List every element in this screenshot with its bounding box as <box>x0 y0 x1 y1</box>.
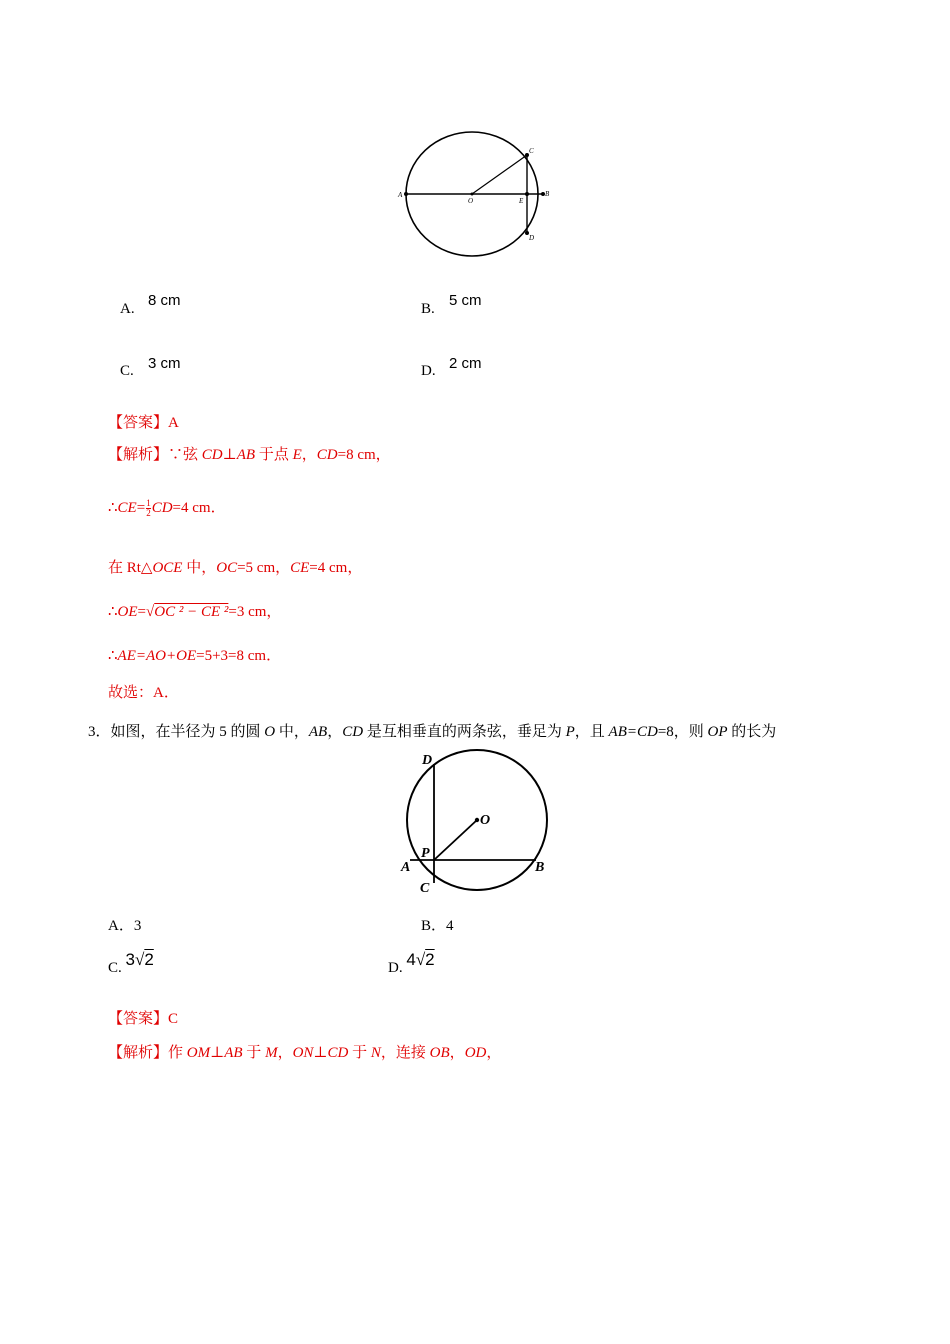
therefore-symbol: ∴ <box>108 604 118 620</box>
text: 如图，在半径为 5 的圆 <box>110 724 265 740</box>
text: =5 cm， <box>237 560 291 576</box>
answer-tag: 【答案】 <box>108 1011 169 1027</box>
var-oce: OCE <box>152 560 183 576</box>
text: ∵弦 <box>168 447 202 463</box>
segment-op <box>434 820 477 860</box>
radicand: OC ² − CE ² <box>154 604 229 620</box>
perp-symbol: ⊥ <box>313 1045 328 1061</box>
text: =3 cm， <box>228 604 282 620</box>
var-eq: AB=CD <box>608 724 658 740</box>
text: 中， <box>275 724 309 740</box>
text: 作 <box>168 1045 187 1061</box>
text: ， <box>486 1045 502 1061</box>
perp-symbol: ⊥ <box>222 447 237 463</box>
q3-option-c <box>108 950 154 976</box>
analysis-tag: 【解析】 <box>108 1045 169 1061</box>
var-oc: OC <box>216 560 238 576</box>
q2-analysis-line5 <box>108 644 281 665</box>
point-a <box>404 192 408 196</box>
q2-analysis-line2 <box>108 496 226 518</box>
text: 于点 <box>255 447 293 463</box>
var-p: P <box>565 724 575 740</box>
var-ab: AB <box>224 1045 243 1061</box>
label-a: A <box>398 191 403 199</box>
label-c: C <box>420 881 430 896</box>
point-o <box>475 818 479 822</box>
var-o: O <box>264 724 276 740</box>
text: 中， <box>182 560 217 576</box>
text: 是互相垂直的两条弦，垂足为 <box>363 724 566 740</box>
q3-option-a <box>108 914 141 935</box>
q2-analysis-line1 <box>108 443 391 464</box>
text: 于 <box>348 1045 371 1061</box>
coefficient: 4 <box>406 950 416 969</box>
label-d: D <box>529 234 535 242</box>
fraction-half <box>146 499 151 518</box>
text: ， <box>327 724 343 740</box>
q3-analysis <box>108 1041 501 1062</box>
question-number: 3． <box>88 724 111 740</box>
var-cd: CD <box>201 447 223 463</box>
q2-option-a-label: A. <box>120 301 135 317</box>
q2-option-c-value: 3 cm <box>148 355 181 372</box>
label-o: O <box>480 813 491 828</box>
var-ab: AB <box>308 724 328 740</box>
coefficient: 3 <box>125 950 135 969</box>
var-m: M <box>265 1045 278 1061</box>
analysis-tag: 【解析】 <box>108 447 169 463</box>
radius-oc <box>472 155 527 194</box>
text: =4 cm． <box>172 500 226 516</box>
var-ce: CE <box>290 560 310 576</box>
text: 于 <box>242 1045 266 1061</box>
var-ob: OB <box>429 1045 450 1061</box>
text: =8，则 <box>657 724 708 740</box>
label-a: A <box>401 860 411 875</box>
frac-num: 1 <box>146 498 151 509</box>
q3-question <box>88 720 776 741</box>
var-op: OP <box>707 724 728 740</box>
q2-analysis-line3 <box>108 556 362 577</box>
label-b: B <box>535 860 545 875</box>
var-e: E <box>292 447 302 463</box>
answer-value: C <box>168 1011 179 1027</box>
text: 的长为 <box>727 724 777 740</box>
therefore-symbol: ∴ <box>108 500 118 516</box>
text: 在 Rt△ <box>108 560 153 576</box>
text: ， <box>449 1045 465 1061</box>
text: =8 cm， <box>337 447 391 463</box>
text: =5+3=8 cm． <box>196 648 282 664</box>
var-ce: CE <box>117 500 137 516</box>
option-label: D. <box>388 960 403 976</box>
radicand: 2 <box>144 950 154 969</box>
q2-answer <box>108 411 179 432</box>
radicand: 2 <box>425 950 435 969</box>
var-cd: CD <box>151 500 173 516</box>
answer-value: A <box>168 415 179 431</box>
text: ，且 <box>574 724 609 740</box>
label-p: P <box>421 846 430 861</box>
q2-analysis-line4 <box>108 600 281 621</box>
var-cd: CD <box>342 724 364 740</box>
q2-option-b-value: 5 cm <box>449 292 482 309</box>
q2-analysis-line6: 故选：A． <box>108 685 179 701</box>
q2-option-a-value: 8 cm <box>148 292 181 309</box>
label-b: B <box>545 190 550 198</box>
point-e <box>525 192 529 196</box>
var-om: OM <box>186 1045 211 1061</box>
label-c: C <box>529 147 534 155</box>
option-value: 3 <box>133 918 142 934</box>
figure-perpendicular-chords <box>395 748 555 898</box>
q2-option-b-label: B. <box>421 301 435 317</box>
option-label: B． <box>421 918 447 934</box>
q3-answer <box>108 1007 178 1028</box>
label-e: E <box>519 197 524 205</box>
q2-option-c-label: C. <box>120 363 134 379</box>
var-od: OD <box>464 1045 487 1061</box>
sqrt-symbol: √ <box>134 950 145 969</box>
point-o <box>471 193 474 196</box>
var-ab: AB <box>236 447 256 463</box>
text: = <box>136 500 146 516</box>
q3-option-b <box>421 914 454 935</box>
q2-option-d-value: 2 cm <box>449 355 482 372</box>
var-n: N <box>370 1045 381 1061</box>
var-oe: OE <box>117 604 138 620</box>
text: =4 cm， <box>309 560 363 576</box>
text: ， <box>301 447 317 463</box>
var-on: ON <box>292 1045 314 1061</box>
q2-option-d-label: D. <box>421 363 436 379</box>
var-cd: CD <box>327 1045 349 1061</box>
expression: AE=AO+OE <box>117 648 197 664</box>
frac-den: 2 <box>146 508 151 519</box>
sqrt-symbol: √ <box>415 950 426 969</box>
label-o: O <box>468 197 474 205</box>
option-label: A． <box>108 918 134 934</box>
answer-tag: 【答案】 <box>108 415 169 431</box>
var-cd: CD <box>316 447 338 463</box>
q3-option-d <box>388 950 435 976</box>
text: ，连接 <box>380 1045 430 1061</box>
therefore-symbol: ∴ <box>108 648 118 664</box>
sqrt-symbol: =√ <box>137 604 155 620</box>
option-value: 4 <box>446 918 454 934</box>
text: ， <box>277 1045 293 1061</box>
label-d: D <box>422 753 433 768</box>
perp-symbol: ⊥ <box>210 1045 225 1061</box>
figure-circle-chord <box>395 125 555 260</box>
option-label: C. <box>108 960 122 976</box>
